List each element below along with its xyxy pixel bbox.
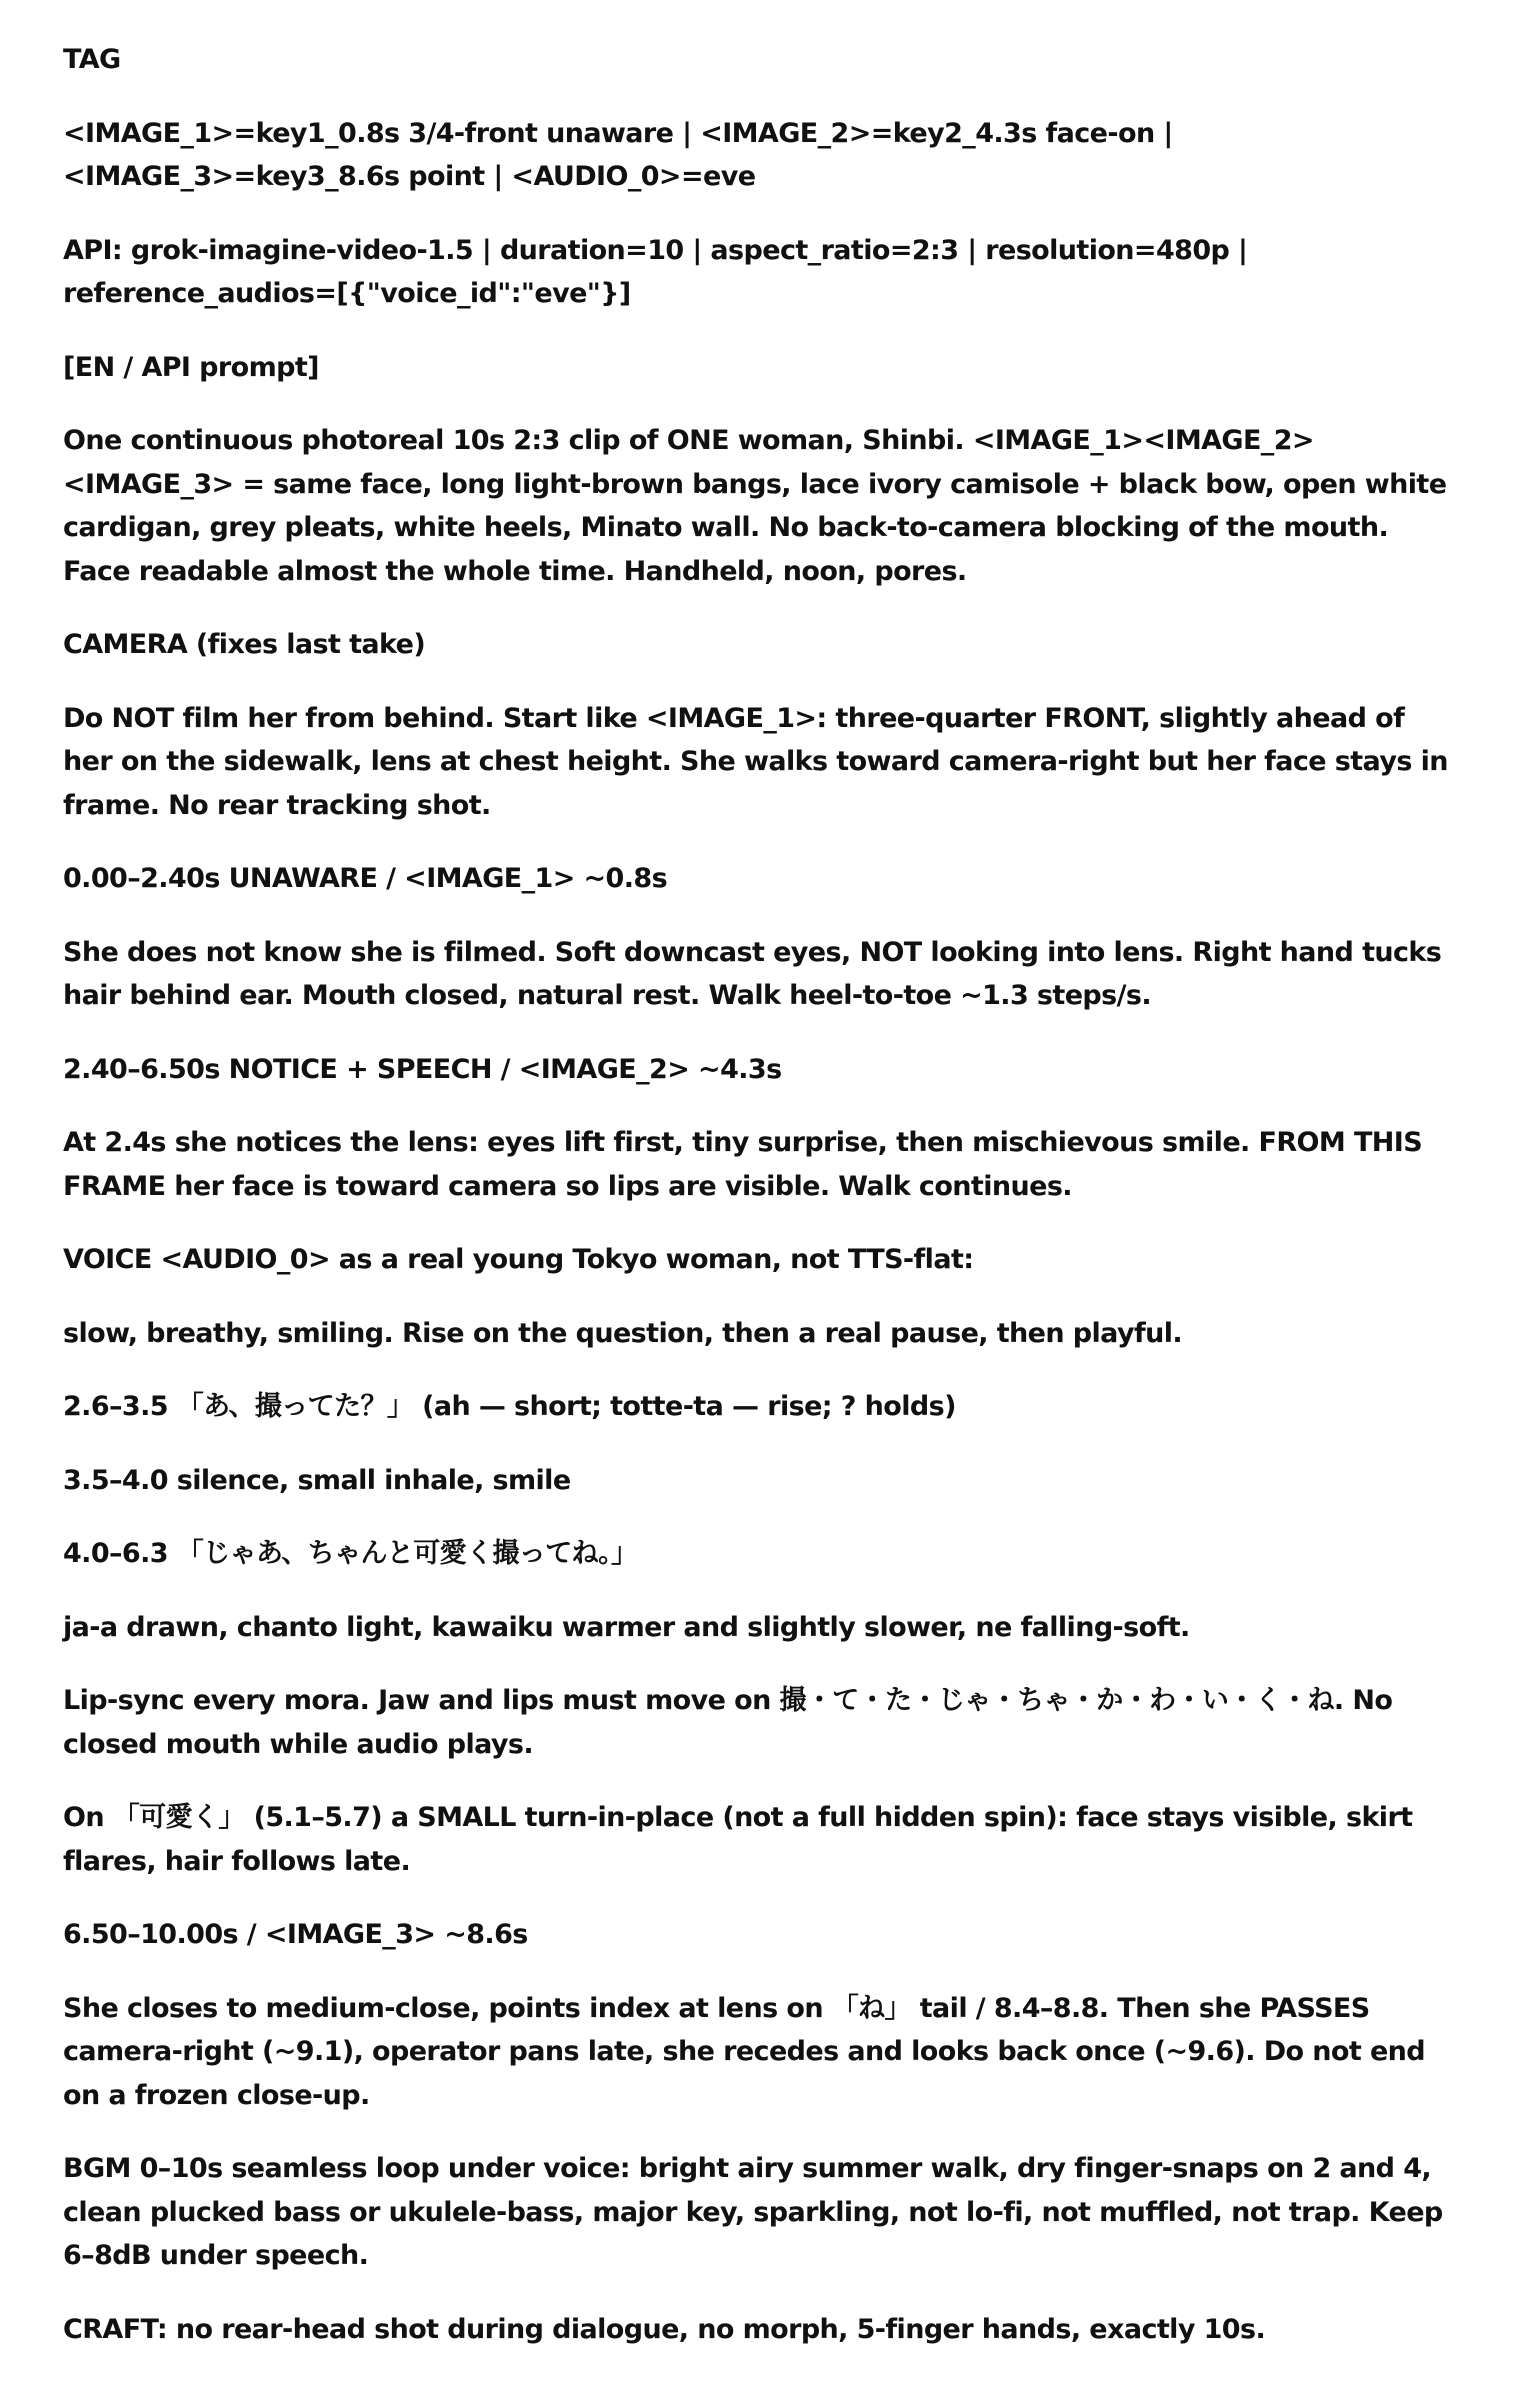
- final-description: She closes to medium-close, points index at lens on 「ね」 tail / 8.4–8.8. Then she PASSES camera-right (~9.1), operator pans late, she recedes and looks back once (~9.6). Do not end on a frozen close-up.: [63, 1992, 1434, 2111]
- section-heading-tag: TAG: [63, 44, 121, 75]
- dialogue-line-1: 2.6–3.5 「あ、撮ってた？」 (ah — short; totte-ta — rise; ? holds): [63, 1391, 956, 1422]
- voice-delivery: slow, breathy, smiling. Rise on the question, then a real pause, then playful.: [63, 1317, 1183, 1349]
- section-heading-en-prompt: [EN / API prompt]: [63, 351, 319, 383]
- timecode-heading-notice-speech: 2.40–6.50s NOTICE + SPEECH / <IMAGE_2> ~4.3s: [63, 1053, 782, 1085]
- camera-instructions: Do NOT film her from behind. Start like <IMAGE_1>: three-quarter FRONT, slightly ahead of her on the sidewalk, lens at chest height. She walks toward camera-right but her face stays in frame. No rear tracking shot.: [63, 702, 1457, 821]
- silence-beat: 3.5–4.0 silence, small inhale, smile: [63, 1464, 571, 1496]
- timecode-heading-final: 6.50–10.00s / <IMAGE_3> ~8.6s: [63, 1919, 528, 1950]
- scene-description: One continuous photoreal 10s 2:3 clip of ONE woman, Shinbi. <IMAGE_1><IMAGE_2><IMAGE_3> = same face, long light-brown bangs, lace ivory camisole + black bow, open white cardigan, grey pleats, white heels, Minato wall. No back-to-camera blocking of the mouth. Face readable almost the whole time. Handheld, noon, pores.: [63, 425, 1456, 587]
- voice-heading: VOICE <AUDIO_0> as a real young Tokyo woman, not TTS-flat:: [63, 1244, 974, 1275]
- unaware-description: She does not know she is filmed. Soft downcast eyes, NOT looking into lens. Right hand tucks hair behind ear. Mouth closed, natural rest. Walk heel-to-toe ~1.3 steps/s.: [63, 936, 1451, 1011]
- prompt-document: [63, 38, 1455, 2381]
- dialogue-line-2: 4.0–6.3 「じゃあ、ちゃんと可愛く撮ってね。」: [63, 1538, 638, 1569]
- bgm-instructions: BGM 0–10s seamless loop under voice: bright airy summer walk, dry finger-snaps on 2 and 4, clean plucked bass or ukulele-bass, major key, sparkling, not lo-fi, not muffled, not trap. Keep 6–8dB under speech.: [63, 2153, 1452, 2271]
- craft-constraints: CRAFT: no rear-head shot during dialogue, no morph, 5-finger hands, exactly 10s.: [63, 2313, 1266, 2345]
- dialogue-line-2-delivery: ja-a drawn, chanto light, kawaiku warmer and slightly slower, ne falling-soft.: [63, 1611, 1190, 1643]
- api-parameters: API: grok-imagine-video-1.5 | duration=10 | aspect_ratio=2:3 | resolution=480p | reference_audios=[{"voice_id":"eve"}]: [63, 234, 1257, 309]
- lip-sync-instructions: Lip-sync every mora. Jaw and lips must move on 撮・て・た・じゃ・ちゃ・か・わ・い・く・ね. No closed mouth while audio plays.: [63, 1685, 1402, 1760]
- image-key-mapping: <IMAGE_1>=key1_0.8s 3/4-front unaware | <IMAGE_2>=key2_4.3s face-on | <IMAGE_3>=key3_8.6s point | <AUDIO_0>=eve: [63, 117, 1182, 192]
- notice-description: At 2.4s she notices the lens: eyes lift first, tiny surprise, then mischievous smile. FROM THIS FRAME her face is toward camera so lips are visible. Walk continues.: [63, 1127, 1431, 1202]
- timecode-heading-unaware: 0.00–2.40s UNAWARE / <IMAGE_1> ~0.8s: [63, 863, 668, 894]
- section-heading-camera: CAMERA (fixes last take): [63, 629, 426, 660]
- turn-in-place-instructions: On 「可愛く」 (5.1–5.7) a SMALL turn-in-place (not a full hidden spin): face stays visible, skirt flares, hair follows late.: [63, 1802, 1422, 1877]
